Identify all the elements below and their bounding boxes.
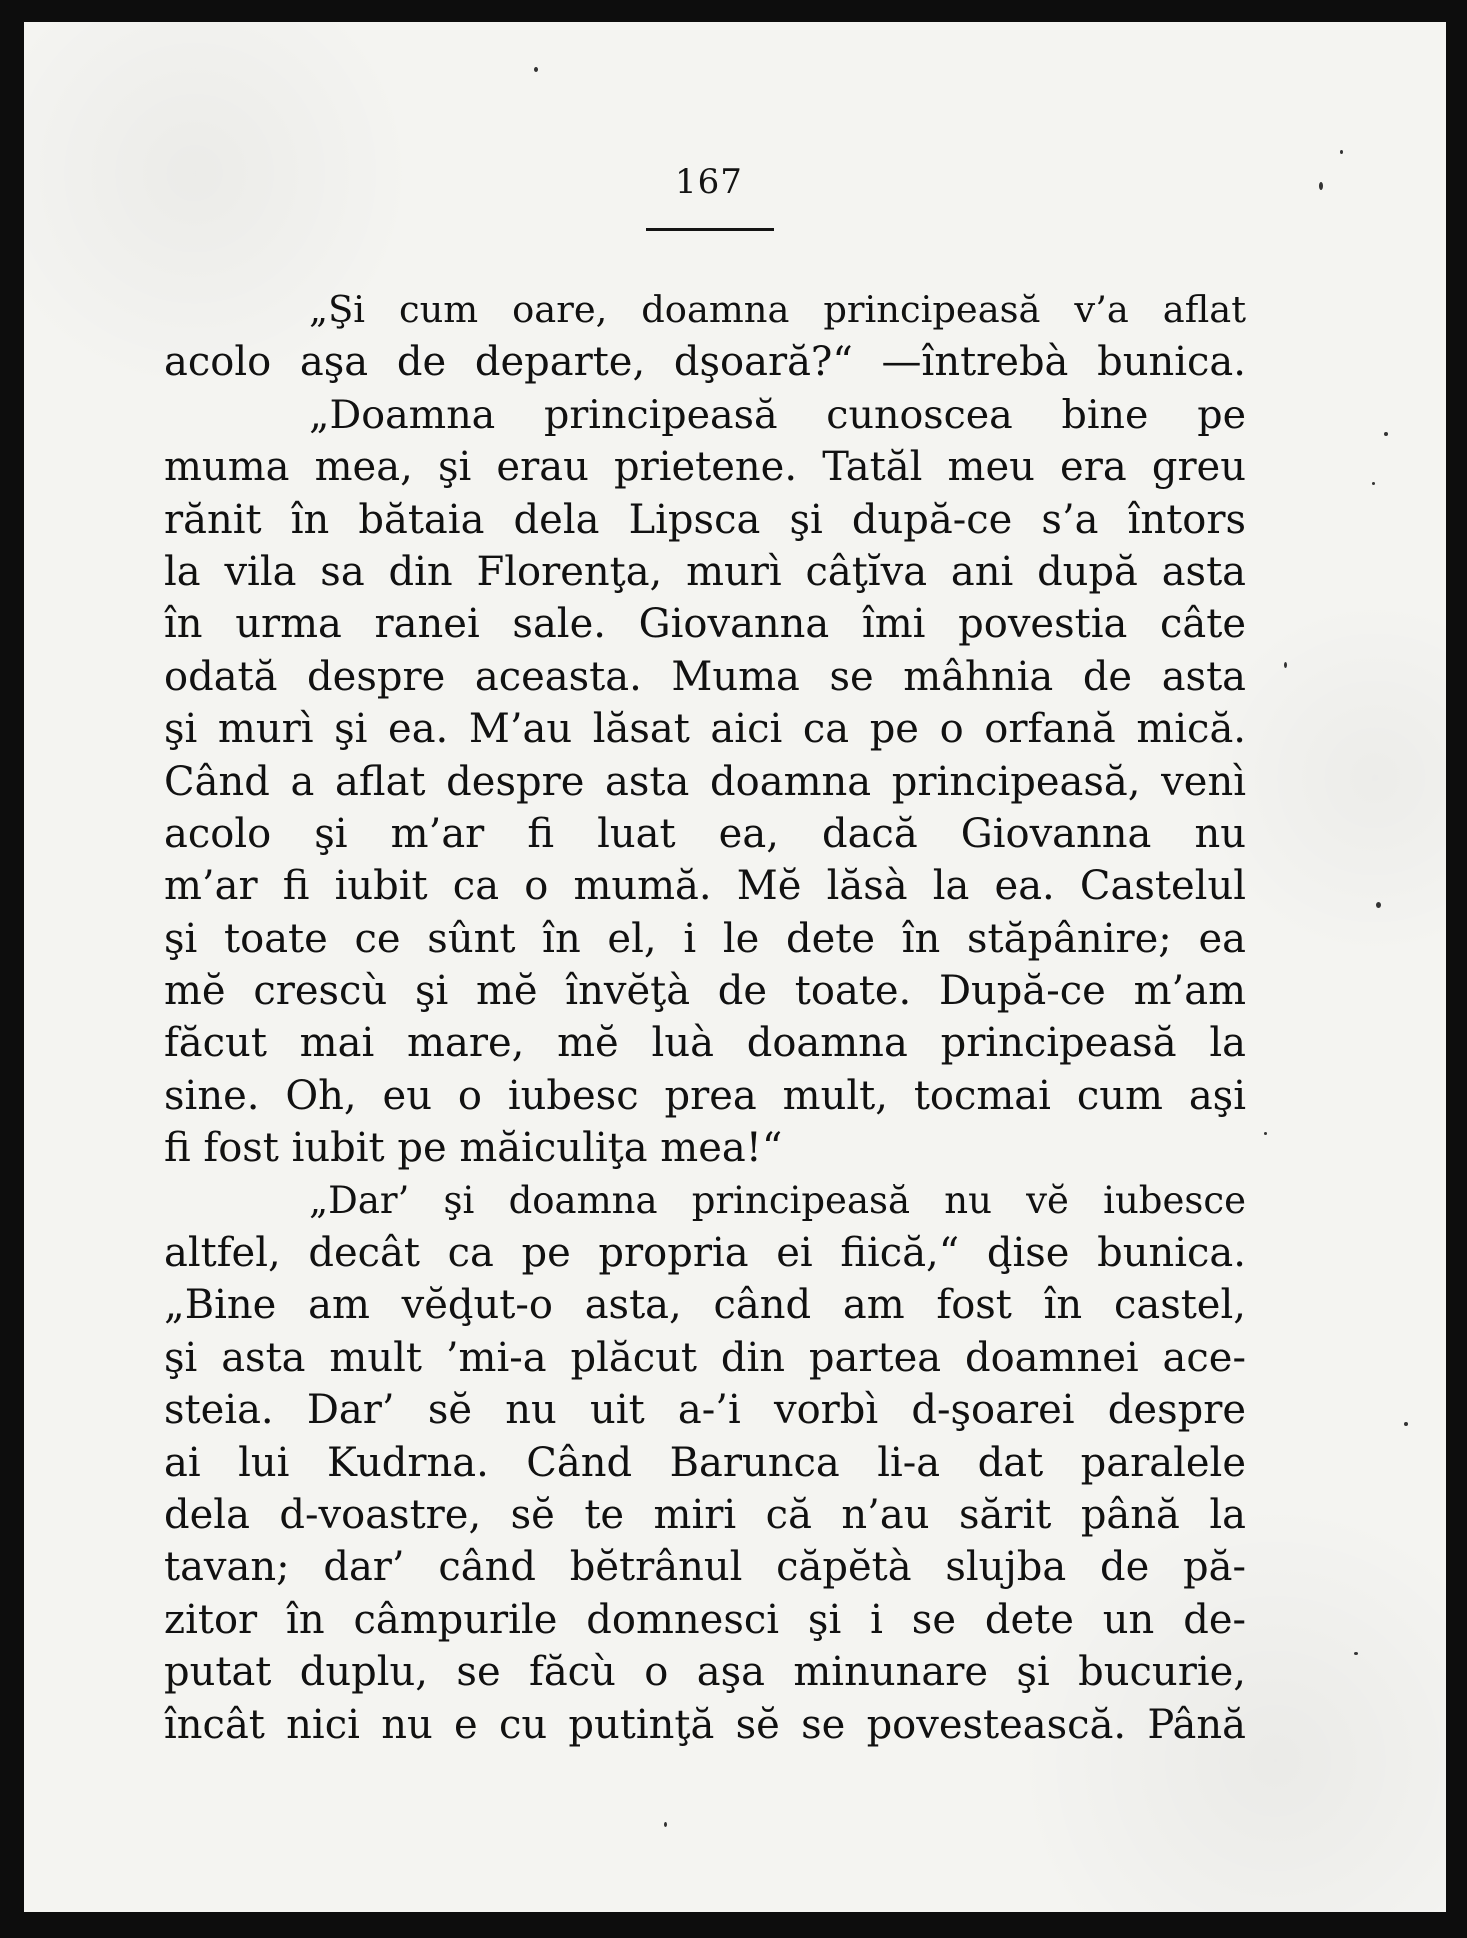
text-line: altfel, decât ca pe propria ei fiică,“ ḑise bunica. (164, 1230, 1246, 1277)
text-line: şi toate ce sûnt în el, i le dete în stăpânire; ea (164, 915, 1246, 962)
text-line: Când a aflat despre asta doamna principeasă, venì (164, 758, 1246, 805)
text-line: la vila sa din Florenţa, murì câţĭva ani după asta (164, 548, 1246, 595)
text-line: „Dar’ şi doamna principeasă nu vĕ iubesce (309, 1178, 1246, 1222)
text-line: zitor în câmpurile domnesci şi i se dete un de- (164, 1596, 1246, 1643)
text-line: mĕ crescù şi mĕ învĕţà de toate. După-ce m’am (164, 968, 1246, 1015)
text-line: făcut mai mare, mĕ luà doamna principeasă la (164, 1020, 1246, 1067)
text-line: „Doamna principeasă cunoscea bine pe (309, 391, 1246, 438)
text-line: fi fost iubit pe măiculiţa mea!“ (164, 1125, 783, 1172)
page-number-rule (646, 228, 774, 231)
text-line: m’ar fi iubit ca o mumă. Mĕ lăsà la ea. Castelul (164, 863, 1246, 910)
text-line: şi murì şi ea. M’au lăsat aici ca pe o orfană mică. (164, 706, 1246, 753)
text-line: sine. Oh, eu o iubesc prea mult, tocmai cum aşi (164, 1072, 1246, 1119)
text-line: „Bine am vĕḑut-o asta, când am fost în castel, (164, 1282, 1246, 1329)
text-line: în urma ranei sale. Giovanna îmi povestia câte (164, 601, 1246, 648)
book-page (24, 22, 1446, 1912)
text-line: şi asta mult ’mi-a plăcut din partea doamnei ace- (164, 1334, 1246, 1381)
text-line: muma mea, şi erau prietene. Tatăl meu era greu (164, 444, 1246, 491)
text-line: tavan; dar’ când bĕtrânul căpĕtà slujba de pă- (164, 1544, 1246, 1591)
text-line: ai lui Kudrna. Când Barunca li-a dat paralele (164, 1439, 1246, 1486)
text-line: acolo şi m’ar fi luat ea, dacă Giovanna nu (164, 810, 1246, 857)
text-line: odată despre aceasta. Muma se mâhnia de asta (164, 653, 1246, 700)
text-line: dela d-voastre, sĕ te miri că n’au sărit până la (164, 1491, 1246, 1538)
text-line: acolo aşa de departe, dşoară?“ —întrebà bunica. (164, 339, 1246, 386)
body-text (164, 284, 1246, 1751)
text-line: „Şi cum oare, doamna principeasă v’a aflat (309, 288, 1246, 331)
text-line: încât nici nu e cu putinţă sĕ se povestească. Până (164, 1701, 1246, 1748)
text-line: rănit în bătaia dela Lipsca şi după-ce s’a întors (164, 496, 1246, 543)
text-line: putat duplu, se făcù o aşa minunare şi bucurie, (164, 1649, 1246, 1696)
text-line: steia. Dar’ sĕ nu uit a-’i vorbì d-şoarei despre (164, 1387, 1246, 1434)
page-number: 167 (675, 162, 743, 202)
